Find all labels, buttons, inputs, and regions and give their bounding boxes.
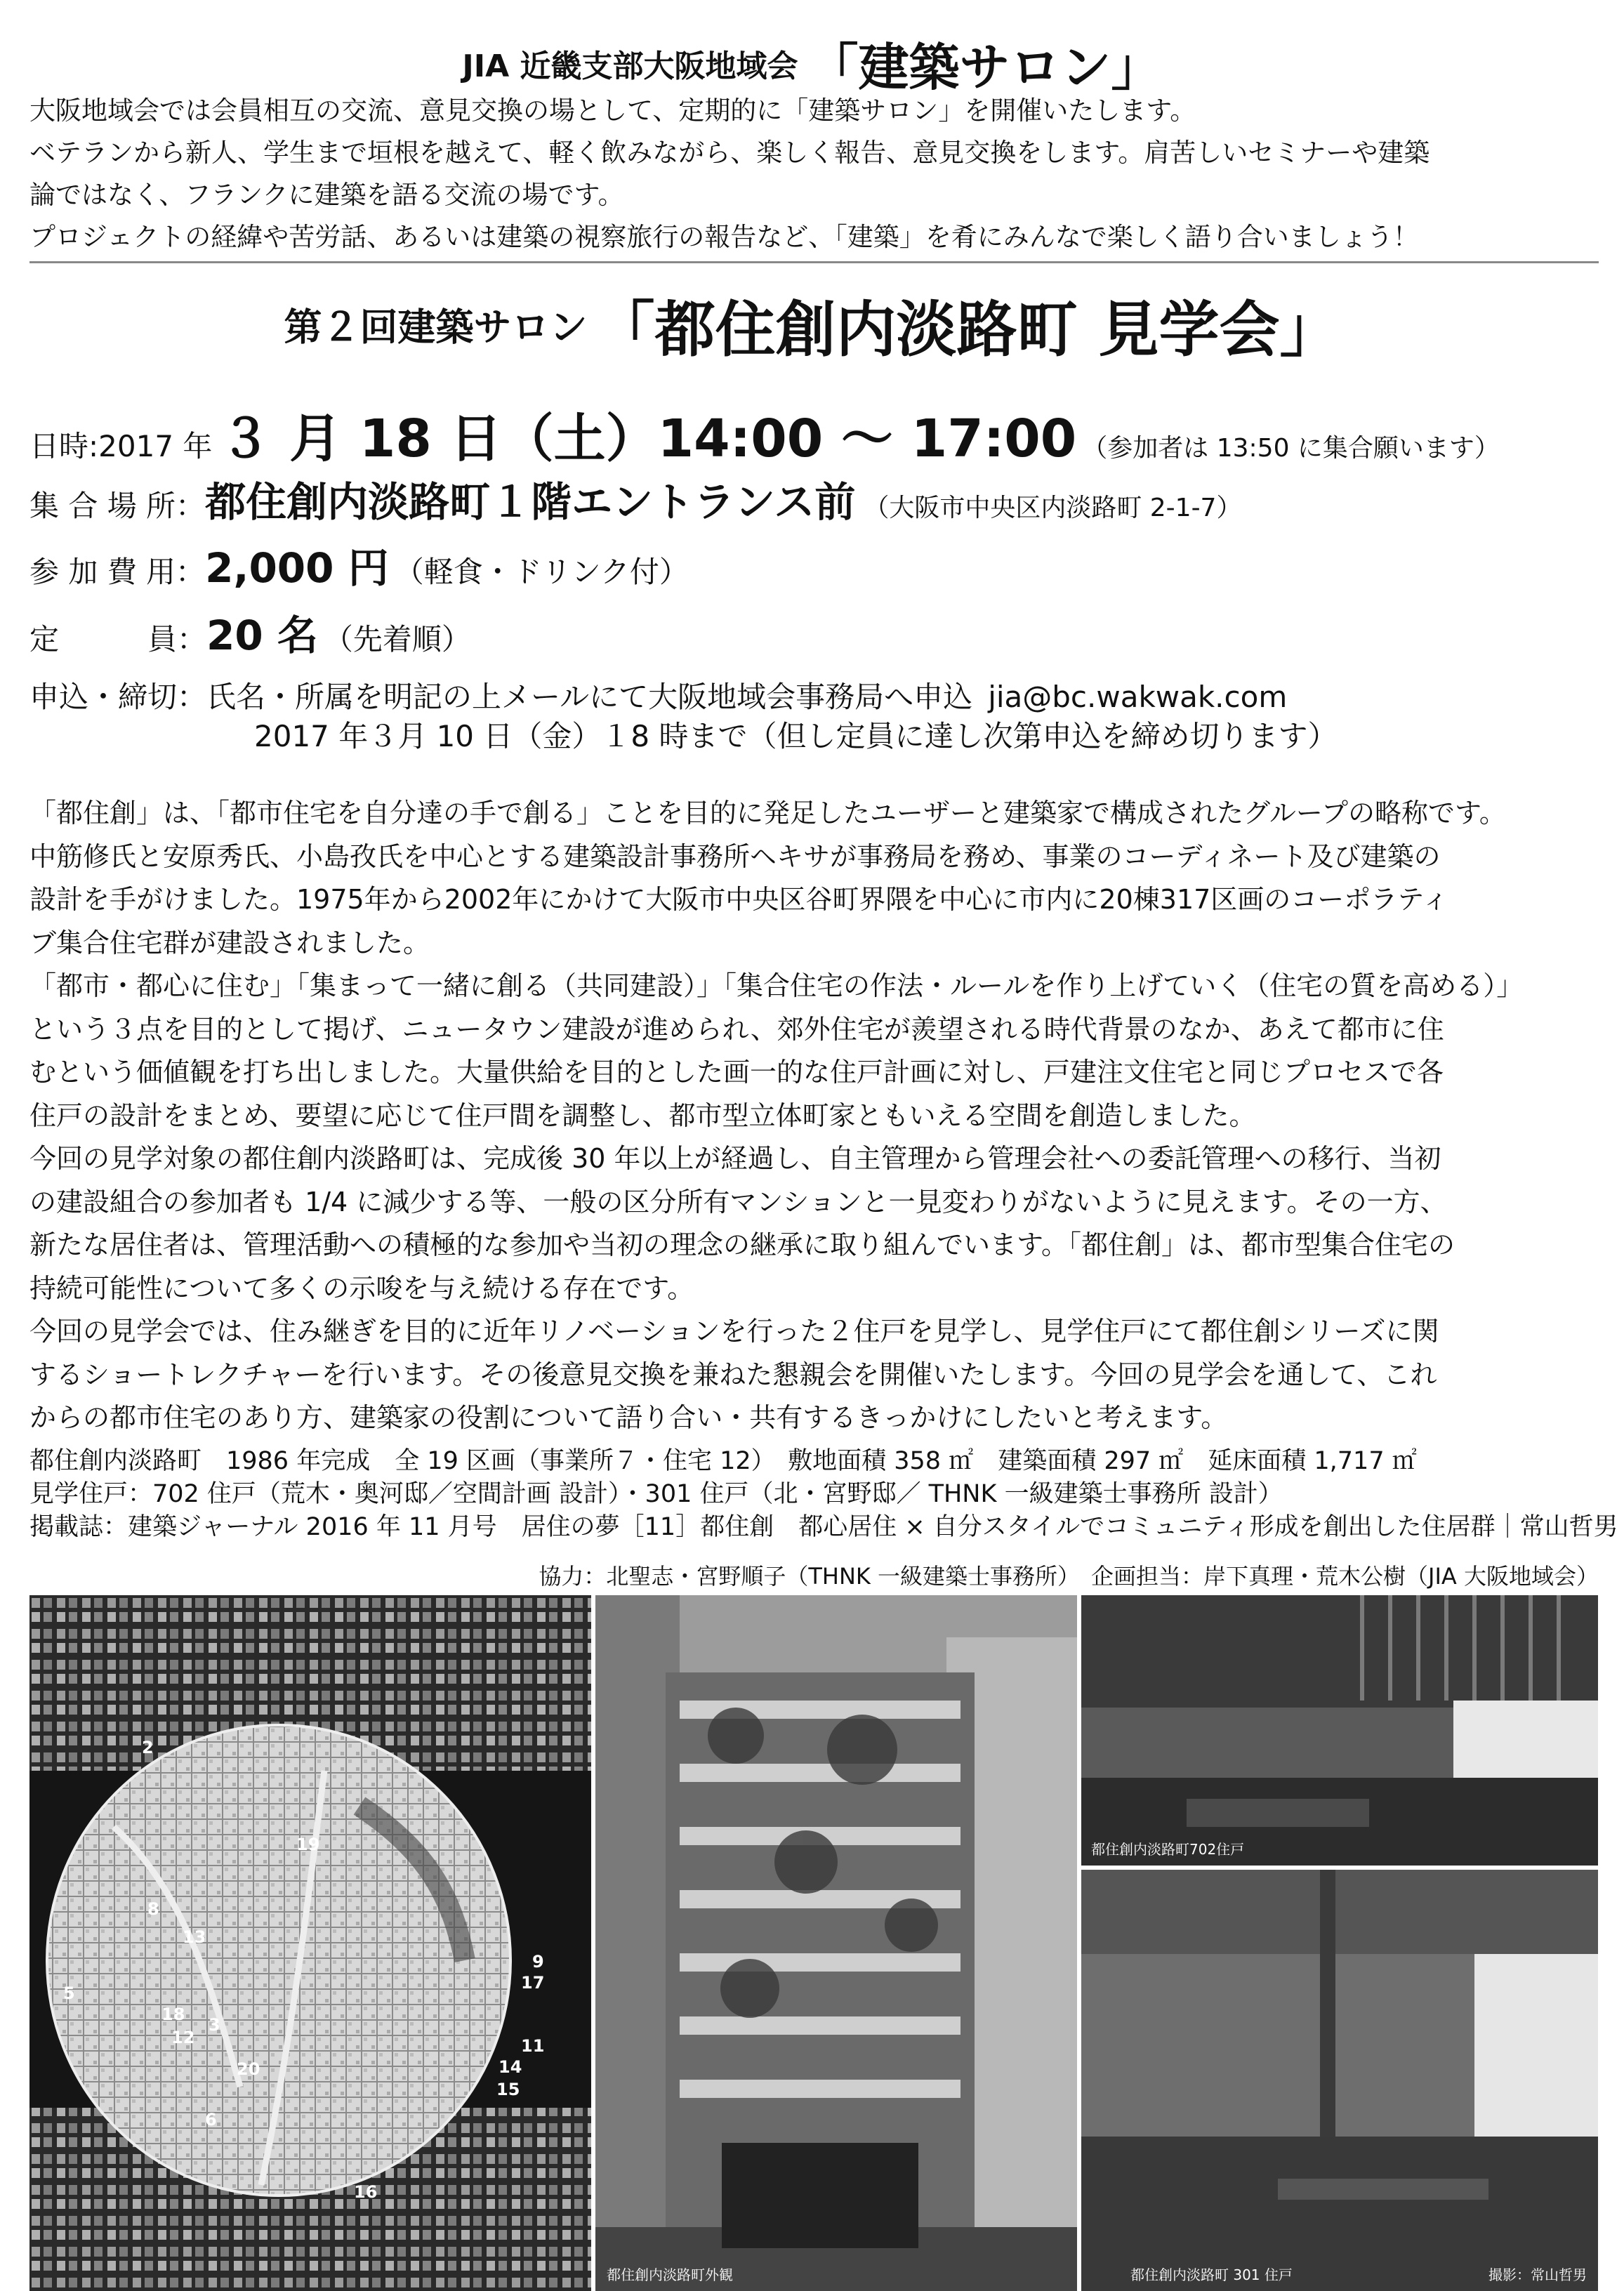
map-number: 2: [142, 1738, 154, 1757]
map-number: 20: [237, 2059, 260, 2079]
spec-line: 都住創内淡路町 1986 年完成 全 19 区画（事業所７・住宅 12） 敷地面積 358 ㎡ 建築面積 297 ㎡ 延床面積 1,717 ㎡: [29, 1447, 1417, 1475]
event-title: [0, 281, 1624, 368]
intro-line: ベテランから新人、学生まで垣根を越えて、軽く飲みながら、楽しく報告、意見交換をします。肩苦しいセミナーや建築: [29, 138, 1430, 168]
unit702-photo: [1081, 1595, 1598, 1866]
fee-value: 2,000 円: [205, 544, 389, 592]
intro-text: [29, 90, 1602, 258]
date-value: ３ 月 18 日（土）14:00 ～ 17:00: [219, 409, 1077, 469]
exterior-caption: 都住創内淡路町外観: [607, 2266, 733, 2283]
divider: [29, 261, 1599, 263]
body-line: からの都市住宅のあり方、建築家の役割について語り合い・共有するきっかけにしたいと考えます。: [29, 1402, 1228, 1433]
event-name: 「都住創内淡路町 見学会」: [594, 295, 1340, 365]
apply-deadline: 2017 年３月 10 日（金）１8 時まで（但し定員に達し次第申込を締め切ります）: [254, 719, 1338, 753]
map-number: 19: [296, 1835, 320, 1854]
capacity-row: [29, 602, 471, 661]
intro-line: 大阪地域会では会員相互の交流、意見交換の場として、定期的に「建築サロン」を開催いたします。: [29, 95, 1196, 126]
body-line: ブ集合住宅群が建設されました。: [29, 927, 430, 958]
unit301-image: [1081, 1870, 1598, 2291]
body-line: 今回の見学対象の都住創内淡路町は、完成後 30 年以上が経過し、自主管理から管理会社への委託管理への移行、当初: [29, 1143, 1441, 1174]
unit301-caption: 都住創内淡路町 301 住戸: [1130, 2266, 1293, 2283]
fee-row: [29, 535, 689, 594]
place-value: 都住創内淡路町１階エントランス前: [205, 478, 856, 526]
body-line: 今回の見学会では、住み継ぎを目的に近年リノベーションを行った２住戸を見学し、見学住戸にて都住創シリーズに関: [29, 1316, 1439, 1347]
event-edition: 第２回建築サロン: [284, 305, 588, 350]
capacity-value: 20 名: [206, 612, 318, 659]
fee-note: （軽食・ドリンク付）: [394, 555, 689, 589]
map-collage-photo: [29, 1595, 591, 2291]
fee-label: 参 加 費 用：: [29, 555, 206, 589]
body-line: 設計を手がけました。1975年から2002年にかけて大阪市中央区谷町界隈を中心に市内に20棟317区画のコーポラティ: [29, 884, 1449, 915]
place-row: [29, 469, 1241, 528]
map-number: 14: [499, 2057, 522, 2077]
body-line: むという価値観を打ち出しました。大量供給を目的とした画一的な住戸計画に対し、戸建注文住宅と同じプロセスで各: [29, 1057, 1444, 1088]
credits: 協力：北聖志・宮野順子（THNK 一級建築士事務所） 企画担当：岸下真理・荒木公樹（JIA 大阪地域会）: [539, 1563, 1599, 1590]
map-number: 16: [354, 2182, 378, 2202]
body-line: 新たな居住者は、管理活動への積極的な参加や当初の理念の継承に取り組んでいます。「都住創」は、都市型集合住宅の: [29, 1229, 1455, 1260]
map-number: 3: [209, 2015, 220, 2035]
date-row: [29, 397, 1500, 472]
building-specs: [29, 1445, 1618, 1544]
body-line: 住戸の設計をまとめ、要望に応じて住戸間を調整し、都市型立体町家ともいえる空間を創造しました。: [29, 1100, 1256, 1131]
salon-title: 「建築サロン」: [807, 38, 1162, 97]
spec-line: 掲載誌：建築ジャーナル 2016 年 11 月号 居住の夢［11］都住創 都心居住 × 自分スタイルでコミュニティ形成を創出した住居群｜常山哲男: [29, 1513, 1618, 1541]
body-line: という３点を目的として掲げ、ニュータウン建設が進められ、郊外住宅が羨望される時代背景のなか、あえて都市に住: [29, 1013, 1444, 1045]
unit301-photo: [1081, 1870, 1598, 2291]
description: [29, 792, 1602, 1440]
body-line: の建設組合の参加者も 1/4 に減少する等、一般の区分所有マンションと一見変わりがないように見えます。その一方、: [29, 1186, 1447, 1217]
place-note: （大阪市中央区内淡路町 2-1-7）: [864, 494, 1242, 522]
organization-name: JIA 近畿支部大阪地域会: [462, 48, 798, 84]
apply-email[interactable]: jia@bc.wakwak.com: [988, 680, 1288, 714]
map-number: 17: [521, 1973, 545, 1993]
map-number: 13: [183, 1927, 206, 1947]
capacity-label: 定 員：: [29, 622, 207, 656]
map-number: 15: [496, 2080, 520, 2099]
body-line: 中筋修氏と安原秀氏、小島孜氏を中心とする建築設計事務所ヘキサが事務局を務め、事業のコーディネート及び建築の: [29, 840, 1441, 872]
apply-label: 申込・締切：: [29, 680, 207, 714]
photographer-credit: 撮影：常山哲男: [1488, 2266, 1587, 2283]
body-line: 持続可能性について多くの示唆を与え続ける存在です。: [29, 1272, 694, 1304]
body-line: 「都住創」は、「都市住宅を自分達の手で創る」ことを目的に発足したユーザーと建築家で構成されたグループの略称です。: [29, 798, 1506, 828]
place-label: 集 合 場 所：: [29, 489, 206, 523]
intro-line: プロジェクトの経緯や苦労話、あるいは建築の視察旅行の報告など、「建築」を肴にみんなで楽しく語り合いましょう！: [29, 222, 1419, 252]
unit702-caption: 都住創内淡路町702住戸: [1091, 1841, 1245, 1858]
map-number: 5: [63, 1983, 75, 2003]
map-collage-image: [29, 1595, 591, 2291]
body-line: するショートレクチャーを行います。その後意見交換を兼ねた懇親会を開催いたします。今回の見学会を通して、これ: [29, 1359, 1437, 1390]
date-note: （参加者は 13:50 に集合願います）: [1082, 434, 1500, 463]
map-number: 6: [205, 2110, 217, 2130]
body-line: 「都市・都心に住む」「集まって一緒に創る（共同建設）」「集合住宅の作法・ルールを作り上げていく（住宅の質を高める）」: [29, 970, 1524, 1001]
map-number: 9: [532, 1952, 544, 1972]
intro-line: 論ではなく、フランクに建築を語る交流の場です。: [29, 180, 624, 210]
unit702-image: [1081, 1595, 1598, 1866]
apply-text: 氏名・所属を明記の上メールにて大阪地域会事務局へ申込: [206, 680, 973, 714]
map-number: 18: [161, 2005, 185, 2024]
exterior-image: [595, 1595, 1077, 2291]
exterior-photo: [595, 1595, 1077, 2291]
apply-row: [29, 674, 1287, 716]
map-number: 8: [147, 1899, 159, 1919]
date-label: 日時:2017 年: [29, 429, 213, 463]
header: [0, 27, 1624, 100]
map-number: 12: [171, 2028, 195, 2047]
apply-deadline-row: [254, 713, 1337, 755]
map-number: 11: [521, 2036, 545, 2056]
spec-line: 見学住戸：702 住戸（荒木・奥河邸／空間計画 設計）・301 住戸（北・宮野邸／ THNK 一級建築士事務所 設計）: [29, 1480, 1283, 1508]
capacity-note: （先着順）: [323, 622, 471, 656]
